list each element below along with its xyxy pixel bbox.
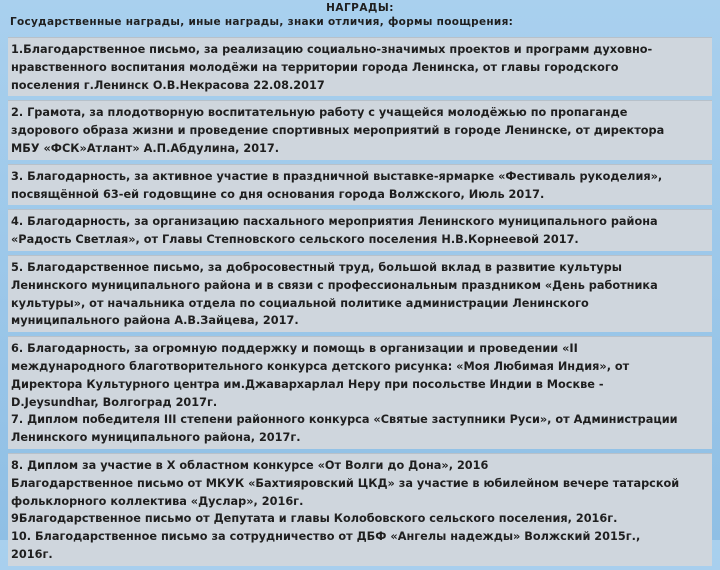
award-line: 1.Благодарственное письмо, за реализацию социально-значимых проектов и программ духовно- <box>11 43 653 56</box>
award-block <box>8 37 712 96</box>
award-line: 7. Диплом победителя III степени районного конкурса «Святые заступники Руси», от Администрации <box>11 413 678 427</box>
awards-list <box>8 37 712 570</box>
award-line: 9Благодарственное письмо от Депутата и главы Колобовского сельского поселения, 2016г. <box>11 512 618 526</box>
award-line: 3. Благодарность, за активное участие в праздничной выставке-ярмарке «Фестиваль рукоделия», <box>11 169 663 183</box>
award-line: нравственного воспитания молодёжи на территории города Ленинска, от главы городского <box>11 60 619 74</box>
award-block <box>8 453 712 566</box>
award-line: поселения г.Ленинск О.В.Некрасова 22.08.2017 <box>11 78 325 92</box>
award-line: D.Jeysundhar, Волгоград 2017г. <box>11 395 218 409</box>
award-line: МБУ «ФСК»Атлант» А.П.Абдулина, 2017. <box>11 141 280 155</box>
award-line: международного благотворительного конкурса детского рисунка: «Моя Любимая Индия», от <box>11 359 630 373</box>
award-line: здорового образа жизни и проведение спортивных мероприятий в городе Ленинске, от директора <box>11 124 665 138</box>
award-line: культуры», от начальника отдела по социальной политике администрации Ленинского <box>11 296 589 310</box>
award-line: посвящённой 63-ей годовщине со дня основания города Волжского, Июль 2017. <box>11 187 545 201</box>
award-line: фольклорного коллектива «Дуслар», 2016г. <box>11 494 304 508</box>
award-line: Благодарственное письмо от МКУК «Бахтияровский ЦКД» за участие в юбилейном вечере татарской <box>11 476 680 490</box>
award-line: муниципального района А.В.Зайцева, 2017. <box>11 314 299 328</box>
award-line: 2016г. <box>11 547 53 561</box>
award-line: 5. Благодарственное письмо, за добросовестный труд, большой вклад в развитие культуры <box>11 260 622 274</box>
award-line: Ленинского муниципального района, 2017г. <box>11 431 301 445</box>
award-line: 10. Благодарственное письмо за сотрудничество от ДБФ «Ангелы надежды» Волжский 2015г., <box>11 530 641 544</box>
award-line: «Радость Светлая», от Главы Степновского сельского поселения Н.В.Корнеевой 2017. <box>11 233 579 247</box>
award-block <box>8 209 712 251</box>
award-line: 8. Диплом за участие в X областном конкурсе «От Волги до Дона», 2016 <box>11 458 489 472</box>
award-line: 2. Грамота, за плодотворную воспитательную работу с учащейся молодёжью по пропаганде <box>11 106 628 120</box>
award-line: Ленинского муниципального района и в связи с профессиональным праздником «День работника <box>11 278 658 292</box>
award-block <box>8 100 712 159</box>
page-subtitle: Государственные награды, иные награды, знаки отличия, формы поощрения: <box>10 16 514 28</box>
page-title: НАГРАДЫ: <box>326 2 394 14</box>
award-block <box>8 336 712 449</box>
award-block <box>8 164 712 206</box>
award-line: 4. Благодарность, за организацию пасхального мероприятия Ленинского муниципального района <box>11 215 658 229</box>
award-line: 6. Благодарность, за огромную поддержку и помощь в организации и проведении «II <box>11 342 578 356</box>
award-line: Директора Культурного центра им.Джавархарлал Неру при посольстве Индии в Москве - <box>11 377 604 391</box>
award-block <box>8 255 712 332</box>
